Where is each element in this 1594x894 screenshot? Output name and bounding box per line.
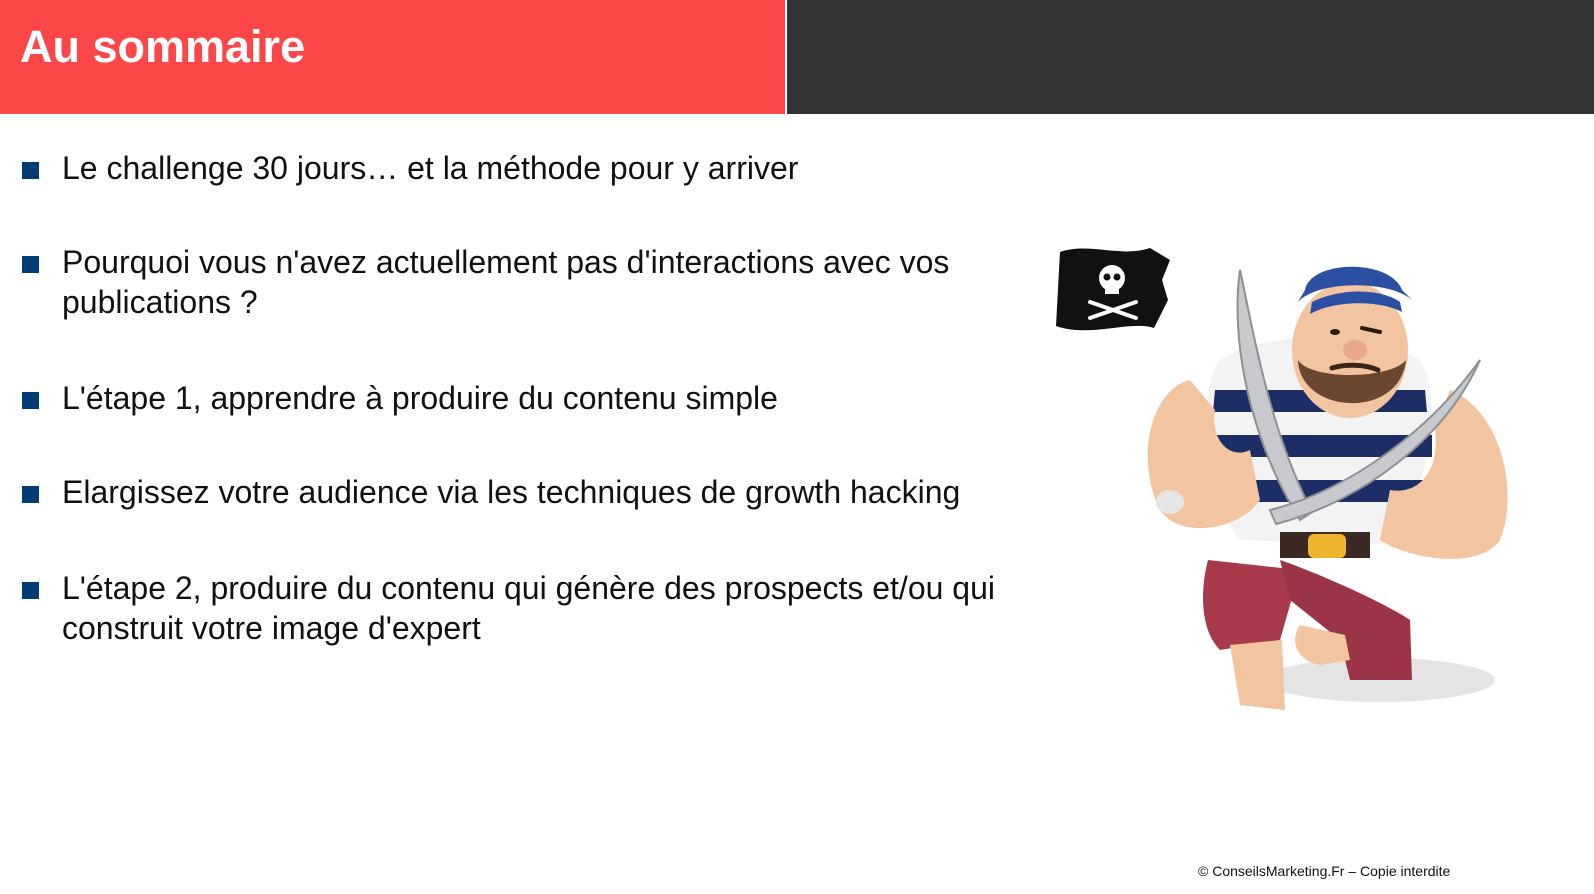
copyright-footer: © ConseilsMarketing.Fr – Copie interdite: [1198, 863, 1451, 879]
bullet-square-icon: [22, 162, 39, 179]
agenda-item-text: Le challenge 30 jours… et la méthode pour y arriver: [62, 150, 799, 186]
agenda-item-text: L'étape 1, apprendre à produire du contenu simple: [62, 380, 778, 416]
pirate-illustration: [1050, 240, 1550, 740]
header-dark-band: [787, 0, 1594, 114]
bullet-square-icon: [22, 486, 39, 503]
bullet-square-icon: [22, 256, 39, 273]
agenda-item-text: L'étape 2, produire du contenu qui génère des prospects et/ou qui construit votre image d'expert: [62, 570, 995, 646]
slide-title: Au sommaire: [20, 21, 306, 72]
bullet-square-icon: [22, 392, 39, 409]
agenda-item-text: Elargissez votre audience via les techniques de growth hacking: [62, 474, 961, 510]
agenda-item-text: Pourquoi vous n'avez actuellement pas d'interactions avec vos publications ?: [62, 244, 950, 320]
bullet-square-icon: [22, 582, 39, 599]
jolly-roger-flag-icon: [1056, 248, 1170, 330]
